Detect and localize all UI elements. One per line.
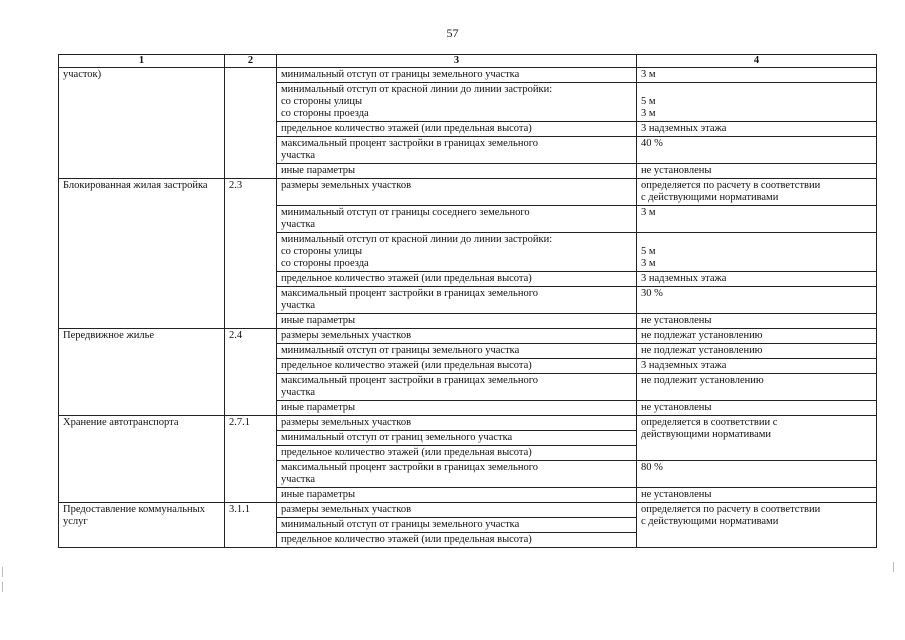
parameter-cell [277,179,637,206]
cell-line: 3 надземных этажа [641,123,727,134]
cell-line: максимальный процент застройки в границах земельного [281,462,539,473]
cell-line: не установлены [641,489,712,500]
cell-line: не подлежат установлению [641,330,763,341]
cell-line: максимальный процент застройки в границах земельного [281,375,539,386]
cell-line: действующими нормативами [641,429,772,440]
cell-line: участка [281,387,316,398]
cell-line: размеры земельных участков [281,504,412,515]
cell-line: 3 м [641,69,656,80]
cell-line: минимальный отступ от границы земельного участка [281,69,520,80]
cell-line: максимальный процент застройки в границах земельного [281,288,539,299]
parameter-cell [277,272,637,287]
parameter-cell [277,503,637,518]
parameter-cell [277,137,637,164]
regulations-table [58,54,877,548]
scan-artifact [2,582,6,592]
cell-line: максимальный процент застройки в границах земельного [281,138,539,149]
cell-line: предельное количество этажей (или предельная высота) [281,534,532,545]
cell-line: 5 м [641,246,656,257]
cell-line: минимальный отступ от границы соседнего земельного [281,207,530,218]
cell-line: с действующими нормативами [641,516,779,527]
cell-line: участка [281,300,316,311]
cell-line: со стороны улицы [281,96,363,107]
parameter-cell [277,431,637,446]
cell-line [641,234,872,246]
parameter-cell [277,518,637,533]
value-cell [637,164,877,179]
table-row [59,416,877,431]
table-row [59,179,877,206]
cell-line [641,84,872,96]
cell-line: со стороны проезда [281,258,369,269]
parameter-cell [277,461,637,488]
value-cell [637,329,877,344]
cell-line: предельное количество этажей (или предельная высота) [281,447,532,458]
cell-line: минимальный отступ от границы земельного участка [281,345,520,356]
cell-line: не установлены [641,315,712,326]
value-cell [637,83,877,122]
value-cell [637,374,877,401]
table-body [59,68,877,548]
land-use-name: участок) [59,68,225,179]
column-header: 3 [277,55,637,68]
value-cell [637,122,877,137]
cell-line: 40 % [641,138,663,149]
cell-line: определяется по расчету в соответствии [641,504,821,515]
cell-line: 3 м [641,207,656,218]
cell-line: минимальный отступ от границ земельного участка [281,432,513,443]
land-use-code: 2.3 [225,179,277,329]
land-use-name: Передвижное жилье [59,329,225,416]
value-cell [637,359,877,374]
parameter-cell [277,374,637,401]
cell-line: с действующими нормативами [641,192,779,203]
land-use-name: Хранение автотранспорта [59,416,225,503]
parameter-cell [277,164,637,179]
cell-line: иные параметры [281,402,356,413]
cell-line: размеры земельных участков [281,330,412,341]
cell-line: участка [281,150,316,161]
cell-line: 80 % [641,462,663,473]
value-cell [637,206,877,233]
cell-line: размеры земельных участков [281,417,412,428]
value-cell [637,68,877,83]
merged-value-cell [637,503,877,548]
scan-artifact [893,562,897,572]
parameter-cell [277,359,637,374]
cell-line: иные параметры [281,489,356,500]
cell-line: определяется по расчету в соответствии [641,180,821,191]
column-header: 4 [637,55,877,68]
cell-line: 3 м [641,258,656,269]
cell-line: не подлежит установлению [641,375,764,386]
cell-line: со стороны улицы [281,246,363,257]
cell-line: 3 м [641,108,656,119]
merged-value-cell [637,416,877,461]
parameter-cell [277,344,637,359]
parameter-cell [277,233,637,272]
parameter-cell [277,314,637,329]
parameter-cell [277,416,637,431]
cell-line: минимальный отступ от красной линии до линии застройки: [281,84,553,95]
scan-artifact [2,567,6,577]
value-cell [637,401,877,416]
cell-line: иные параметры [281,315,356,326]
cell-line: участка [281,219,316,230]
cell-line: размеры земельных участков [281,180,412,191]
cell-line: минимальный отступ от красной линии до линии застройки: [281,234,553,245]
page-number: 57 [446,26,459,40]
parameter-cell [277,206,637,233]
land-use-name: Блокированная жилая застройка [59,179,225,329]
cell-line: определяется в соответствии с [641,417,778,428]
cell-line: участка [281,474,316,485]
value-cell [637,272,877,287]
cell-line: предельное количество этажей (или предельная высота) [281,360,532,371]
parameter-cell [277,287,637,314]
value-cell [637,233,877,272]
cell-line: не установлены [641,402,712,413]
table-row [59,68,877,83]
table-row [59,503,877,518]
value-cell [637,137,877,164]
parameter-cell [277,401,637,416]
parameter-cell [277,83,637,122]
parameter-cell [277,122,637,137]
value-cell [637,287,877,314]
cell-line: минимальный отступ от границы земельного участка [281,519,520,530]
value-cell [637,488,877,503]
cell-line: 3 надземных этажа [641,273,727,284]
value-cell [637,314,877,329]
column-header: 2 [225,55,277,68]
cell-line: со стороны проезда [281,108,369,119]
parameter-cell [277,68,637,83]
cell-line: 3 надземных этажа [641,360,727,371]
parameter-cell [277,446,637,461]
parameter-cell [277,329,637,344]
value-cell [637,179,877,206]
cell-line: предельное количество этажей (или предельная высота) [281,123,532,134]
cell-line: не установлены [641,165,712,176]
land-use-name: Предоставление коммунальных услуг [59,503,225,548]
header-row [59,55,877,68]
cell-line: иные параметры [281,165,356,176]
cell-line: 30 % [641,288,663,299]
cell-line: не подлежат установлению [641,345,763,356]
land-use-code [225,68,277,179]
land-use-code: 2.4 [225,329,277,416]
cell-line: предельное количество этажей (или предельная высота) [281,273,532,284]
land-use-code: 2.7.1 [225,416,277,503]
land-use-code: 3.1.1 [225,503,277,548]
column-header: 1 [59,55,225,68]
table-row [59,329,877,344]
value-cell [637,461,877,488]
parameter-cell [277,488,637,503]
parameter-cell [277,533,637,548]
value-cell [637,344,877,359]
cell-line: 5 м [641,96,656,107]
